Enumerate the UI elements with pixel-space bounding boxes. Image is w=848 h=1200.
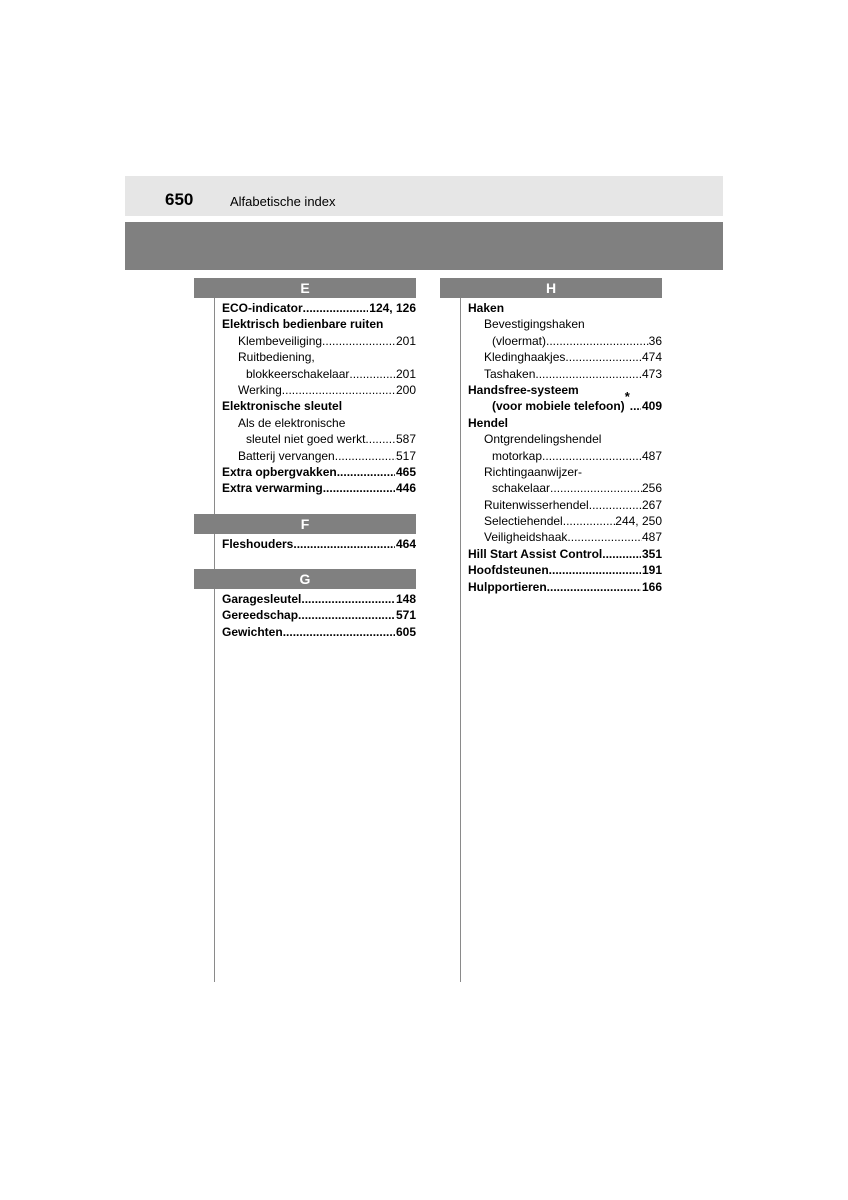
entry-text: Veiligheidshaak [484,530,568,545]
header-band [125,176,723,216]
index-entry [468,366,662,382]
entry-text: Extra verwarming [222,481,323,496]
dot-leader [567,529,642,545]
index-entry [468,513,662,529]
index-list-e [222,300,416,497]
index-entry [222,300,416,316]
index-list-g [222,591,416,640]
dot-leader [298,607,395,623]
entry-text: schakelaar [492,481,551,496]
entry-text: Werking [238,382,282,397]
letter-header-g: G [194,569,416,589]
index-entry [222,607,416,623]
column-divider-left [214,298,215,982]
letter-header-f: F [194,514,416,534]
dot-leader [535,366,642,382]
entry-page-number: 487 [641,448,662,463]
page-number: 650 [165,190,194,209]
entry-page-number: 36 [648,333,662,348]
dot-leader [630,398,641,414]
index-list-h [468,300,662,595]
entry-text: Ruitbediening, [238,350,315,365]
entry-page-number: 587 [395,432,416,447]
index-entry [468,349,662,365]
entry-page-number: 191 [641,563,662,578]
index-entry [222,382,416,398]
entry-text: Als de elektronische [238,415,346,430]
index-entry [468,415,662,431]
dot-leader [283,624,395,640]
entry-text: Gereedschap [222,608,299,623]
index-list-f [222,536,416,552]
entry-page-number: 409 [641,399,662,414]
entry-page-number: 148 [395,592,416,606]
entry-text: Kledinghaakjes [484,350,566,365]
dot-leader [550,480,642,496]
entry-text: Fleshouders [222,537,294,551]
index-entry [222,349,416,365]
entry-page-number: 166 [641,579,662,594]
entry-page-number: 256 [641,481,662,496]
index-entry [468,546,662,562]
index-entry [468,316,662,332]
index-entry [222,316,416,332]
entry-page-number: 474 [641,350,662,365]
entry-text: blokkeerschakelaar [246,366,350,381]
entry-page-number: 605 [395,624,416,639]
dot-leader [546,333,649,349]
dot-leader [349,366,396,382]
entry-text: Ontgrendelingshendel [484,432,602,447]
entry-text: Batterij vervangen [238,448,335,463]
entry-text: (vloermat) [492,333,547,348]
entry-text: Klembeveiliging [238,333,323,348]
dot-leader [282,382,396,398]
dot-leader [589,497,642,513]
footnote-mark: * [624,389,630,405]
entry-page-number: 201 [395,366,416,381]
entry-page-number: 517 [395,448,416,463]
entry-page-number: 473 [641,366,662,381]
entry-text: Extra opbergvakken [222,464,337,479]
index-entry [468,448,662,464]
dot-leader [542,448,642,464]
index-entry [222,448,416,464]
column-divider-right [460,298,461,982]
entry-text: Hoofdsteunen [468,563,549,578]
index-entry [468,562,662,578]
dot-leader [365,431,396,447]
index-entry [468,300,662,316]
entry-text: Selectiehendel [484,514,563,529]
index-entry [468,529,662,545]
dot-leader [322,333,396,349]
entry-page-number: 124, 126 [369,301,416,315]
entry-page-number: 464 [395,537,416,551]
letter-header-e: E [194,278,416,298]
index-entry [222,464,416,480]
dot-leader [549,562,641,578]
entry-page-number: 244, 250 [615,514,662,529]
entry-page-number: 446 [395,481,416,496]
entry-text: (voor mobiele telefoon) [492,399,625,414]
entry-text: Garagesleutel [222,592,302,606]
entry-page-number: 267 [641,497,662,512]
index-entry [468,464,662,480]
entry-text: Tashaken [484,366,536,381]
entry-text: Hendel [468,415,509,430]
index-entry [468,431,662,447]
entry-text: Richtingaanwijzer- [484,464,583,479]
entry-text: sleutel niet goed werkt [246,432,366,447]
dot-leader [547,579,641,595]
entry-text: motorkap [492,448,543,463]
index-entry [222,624,416,640]
section-title: Alfabetische index [230,194,336,209]
index-entry [468,333,662,349]
index-entry [222,415,416,431]
index-entry [222,536,416,552]
entry-page-number: 571 [395,608,416,623]
index-entry [222,366,416,382]
entry-text: Ruitenwisserhendel [484,497,589,512]
entry-page-number: 201 [395,333,416,348]
entry-text: Elektronische sleutel [222,399,343,414]
index-entry [468,480,662,496]
dot-leader [323,480,395,496]
index-entry [222,398,416,414]
dot-leader [337,464,395,480]
dot-leader [602,546,641,562]
entry-text: Elektrisch bedienbare ruiten [222,317,384,332]
title-bar [125,222,723,270]
entry-text: Gewichten [222,624,283,639]
entry-text: Hill Start Assist Control [468,546,603,561]
entry-text: Hulpportieren [468,579,547,594]
entry-text: Bevestigingshaken [484,317,585,332]
entry-page-number: 465 [395,464,416,479]
entry-page-number: 487 [641,530,662,545]
entry-page-number: 200 [395,382,416,397]
index-entry [468,382,662,398]
dot-leader [335,448,396,464]
dot-leader [563,513,616,529]
entry-text: Haken [468,301,505,315]
index-entry [222,480,416,496]
dot-leader [565,349,642,365]
index-entry [222,431,416,447]
letter-header-h: H [440,278,662,298]
index-entry [468,579,662,595]
index-entry [222,591,416,607]
dot-leader [301,591,395,607]
entry-text: Handsfree-systeem [468,382,579,397]
dot-leader [303,300,369,316]
index-entry [222,333,416,349]
dot-leader [293,536,395,552]
index-entry [468,497,662,513]
entry-page-number: 351 [641,546,662,561]
entry-text: ECO-indicator [222,301,303,315]
